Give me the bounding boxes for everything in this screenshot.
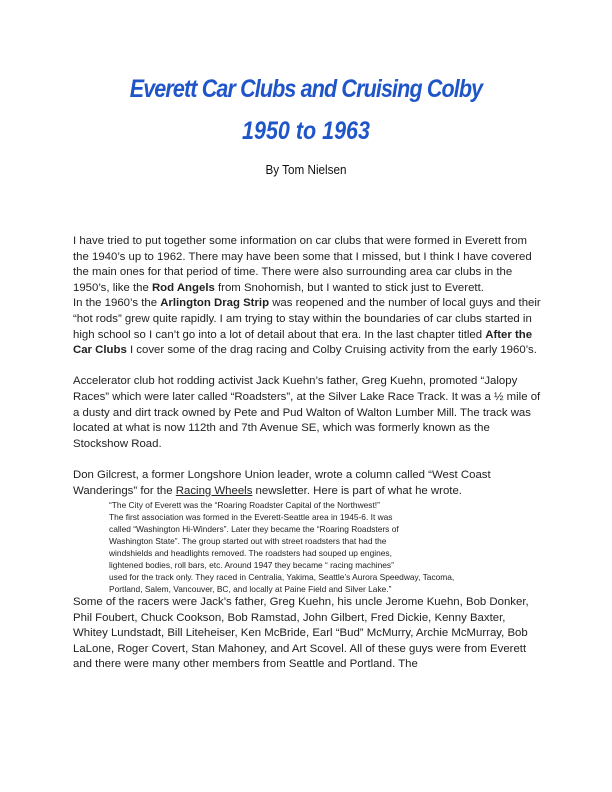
arlington-drag-strip-bold: Arlington Drag Strip <box>160 297 270 310</box>
quote-line: lightened bodies, roll bars, etc. Around 1947 they became “ racing machines” <box>109 560 394 571</box>
quote-line: “The City of Everett was the “Roaring Roadster Capital of the Northwest!” <box>109 500 380 511</box>
after-the-car-clubs-bold: After the Car Clubs <box>73 328 533 357</box>
rod-angels-bold: Rod Angels <box>151 281 215 294</box>
quote-line: The first association was formed in the Everett-Seattle area in 1945-6. It was <box>109 512 393 523</box>
intro-paragraph-2: In the 1960’s the Arlington Drag Strip was reopened and the number of local guys and their “hot rods” grew quite rapidly. I am trying to stay within the boundaries of car clubs started in high school so I can’t go into a lot of detail about that era. In the last chapter titled After the Car Clubs I cover some of the drag racing and Colby Cruising activity from the early 1960’s. <box>73 297 541 357</box>
quote-line: Washington State”. The group started out with street roadsters that had the <box>109 536 387 547</box>
accelerator-paragraph: Accelerator club hot rodding activist Jack Kuehn’s father, Greg Kuehn, promoted “Jalopy Races” which were later called “Roadsters”, at the Silver Lake Race Track. It was a ½ mile of a dusty and dirt track owned by Pete and Pud Walton of Walton Lumber Mill. The track was located at what is now 112th and 7th Avenue SE, which was formerly known as the Stockshow Road. <box>73 375 541 450</box>
gilcrest-paragraph: Don Gilcrest, a former Longshore Union leader, wrote a column called “West Coast Wanderings” for the Racing Wheels newsletter. Here is part of what he wrote. <box>73 468 491 497</box>
author-byline: By Tom Nielsen <box>265 162 347 177</box>
block-quote <box>109 499 549 595</box>
quote-line: called “Washington Hi-Winders”. Later they became the “Roaring Roadsters of <box>109 524 399 535</box>
quote-line: used for the track only. They raced in Centralia, Yakima, Seattle’s Aurora Speedway, Tacoma, <box>109 572 455 583</box>
document-body <box>73 234 543 673</box>
document-subtitle: 1950 to 1963 <box>242 117 370 145</box>
quote-line: windshields and headlights removed. The roadsters had souped up engines, <box>109 548 392 559</box>
intro-paragraph-1: I have tried to put together some information on car clubs that were formed in Everett from the 1940’s up to 1962. There may have been some that I missed, but I think I have covered the main ones for that period of time. There were also surrounding area car clubs in the 1950’s, like the Rod Angels from Snohomish, but I wanted to stick just to Everett. <box>73 235 532 294</box>
document-title: Everett Car Clubs and Cruising Colby <box>129 75 483 103</box>
racers-paragraph: Some of the racers were Jack’s father, Greg Kuehn, his uncle Jerome Kuehn, Bob Donker, Phil Foubert, Chuck Cookson, Bob Ramstad, John Gilbert, Fred Dickie, Kenny Baxter, Whitey Lundstadt, Bill Liteheiser, Ken McBride, Earl “Bud” McMurry, Archie McMurray, Bob LaLone, Roger Covert, Stan Mahoney, and Art Scovel. All of these guys were from Everett and there were many other members from Seattle and Portland. The <box>73 596 529 671</box>
racing-wheels-title: Racing Wheels <box>175 484 253 497</box>
quote-line: Portland, Salem, Vancouver, BC, and locally at Paine Field and Silver Lake.” <box>109 584 392 595</box>
